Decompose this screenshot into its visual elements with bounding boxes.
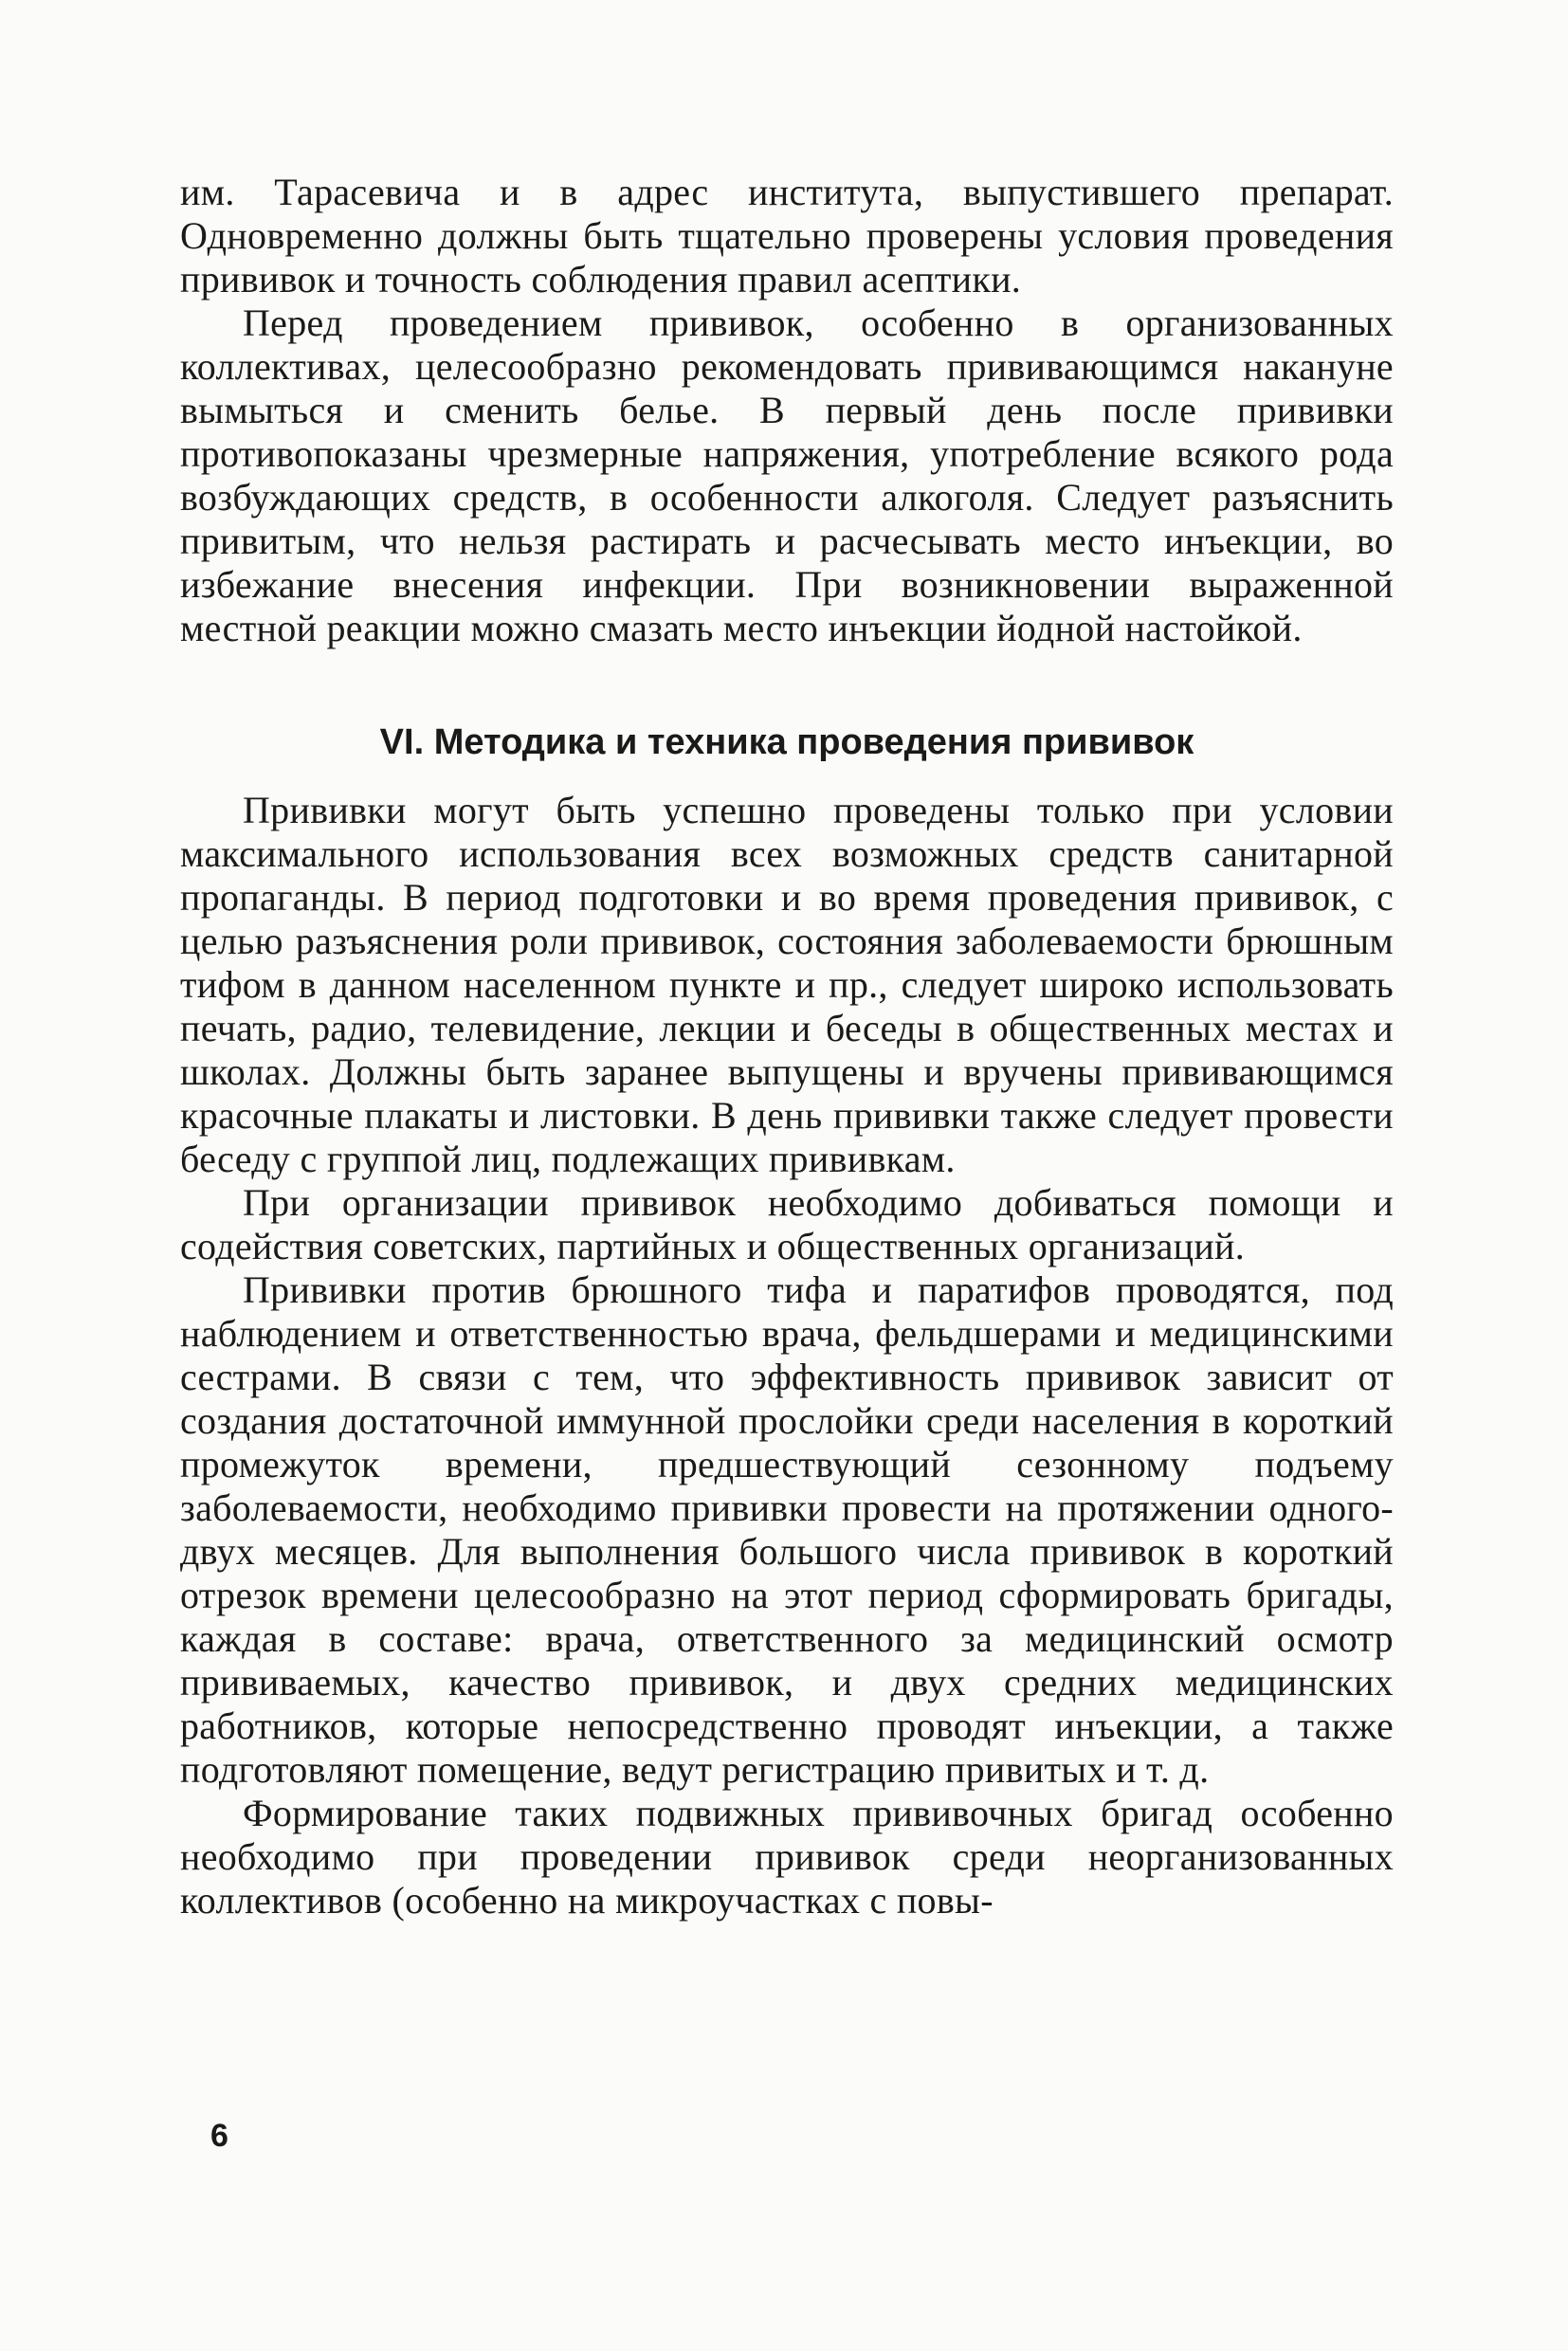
- paragraph-organizations-support: При организации прививок необходимо добиваться помощи и содействия советских, партийных и общественных организаций.: [180, 1181, 1394, 1267]
- top-text-block: [180, 171, 1394, 650]
- main-text-block: [180, 789, 1394, 1923]
- section-heading: VI. Методика и техника проведения прививок: [379, 722, 1194, 762]
- paragraph-mobile-teams: Формирование таких подвижных прививочных бригад особенно необходимо при проведении прививок среди неорганизованных коллективов (особенно на микроучастках с повы-: [180, 1792, 1394, 1922]
- paragraph-vaccination-preparation: Перед проведением прививок, особенно в организованных коллективах, целесообразно рекомендовать прививающимся накануне вымыться и сменить белье. В первый день после прививки противопоказаны чрезмерные напряжения, употребление всякого рода возбуждающих средств, в особенности алкоголя. Следует разъяснить привитым, что нельзя растирать и расчесывать место инъекции, во избежание внесения инфекции. При возникновении выраженной местной реакции можно смазать место инъекции йодной настойкой.: [180, 301, 1394, 649]
- paragraph-continuation: им. Тарасевича и в адрес института, выпустившего препарат. Одновременно должны быть тщательно проверены условия проведения прививок и точность соблюдения правил асептики.: [180, 171, 1394, 301]
- page-number: 6: [210, 2118, 228, 2154]
- paragraph-sanitary-propaganda: Прививки могут быть успешно проведены только при условии максимального использования всех возможных средств санитарной пропаганды. В период подготовки и во время проведения прививок, с целью разъяснения роли прививок, состояния заболеваемости брюшным тифом в данном населенном пункте и пр., следует широко использовать печать, радио, телевидение, лекции и беседы в общественных местах и школах. Должны быть заранее выпущены и вручены прививающимся красочные плакаты и листовки. В день прививки также следует провести беседу с группой лиц, подлежащих прививкам.: [180, 789, 1394, 1180]
- paragraph-vaccination-teams: Прививки против брюшного тифа и паратифов проводятся, под наблюдением и ответственностью врача, фельдшерами и медицинскими сестрами. В связи с тем, что эффективность прививок зависит от создания достаточной иммунной прослойки среди населения в короткий промежуток времени, предшествующий сезонному подъему заболеваемости, необходимо прививки провести на протяжении одного-двух месяцев. Для выполнения большого числа прививок в короткий отрезок времени целесообразно на этот период сформировать бригады, каждая в составе: врача, ответственного за медицинский осмотр прививаемых, качество прививок, и двух средних медицинских работников, которые непосредственно проводят инъекции, а также подготовляют помещение, ведут регистрацию привитых и т. д.: [180, 1268, 1394, 1791]
